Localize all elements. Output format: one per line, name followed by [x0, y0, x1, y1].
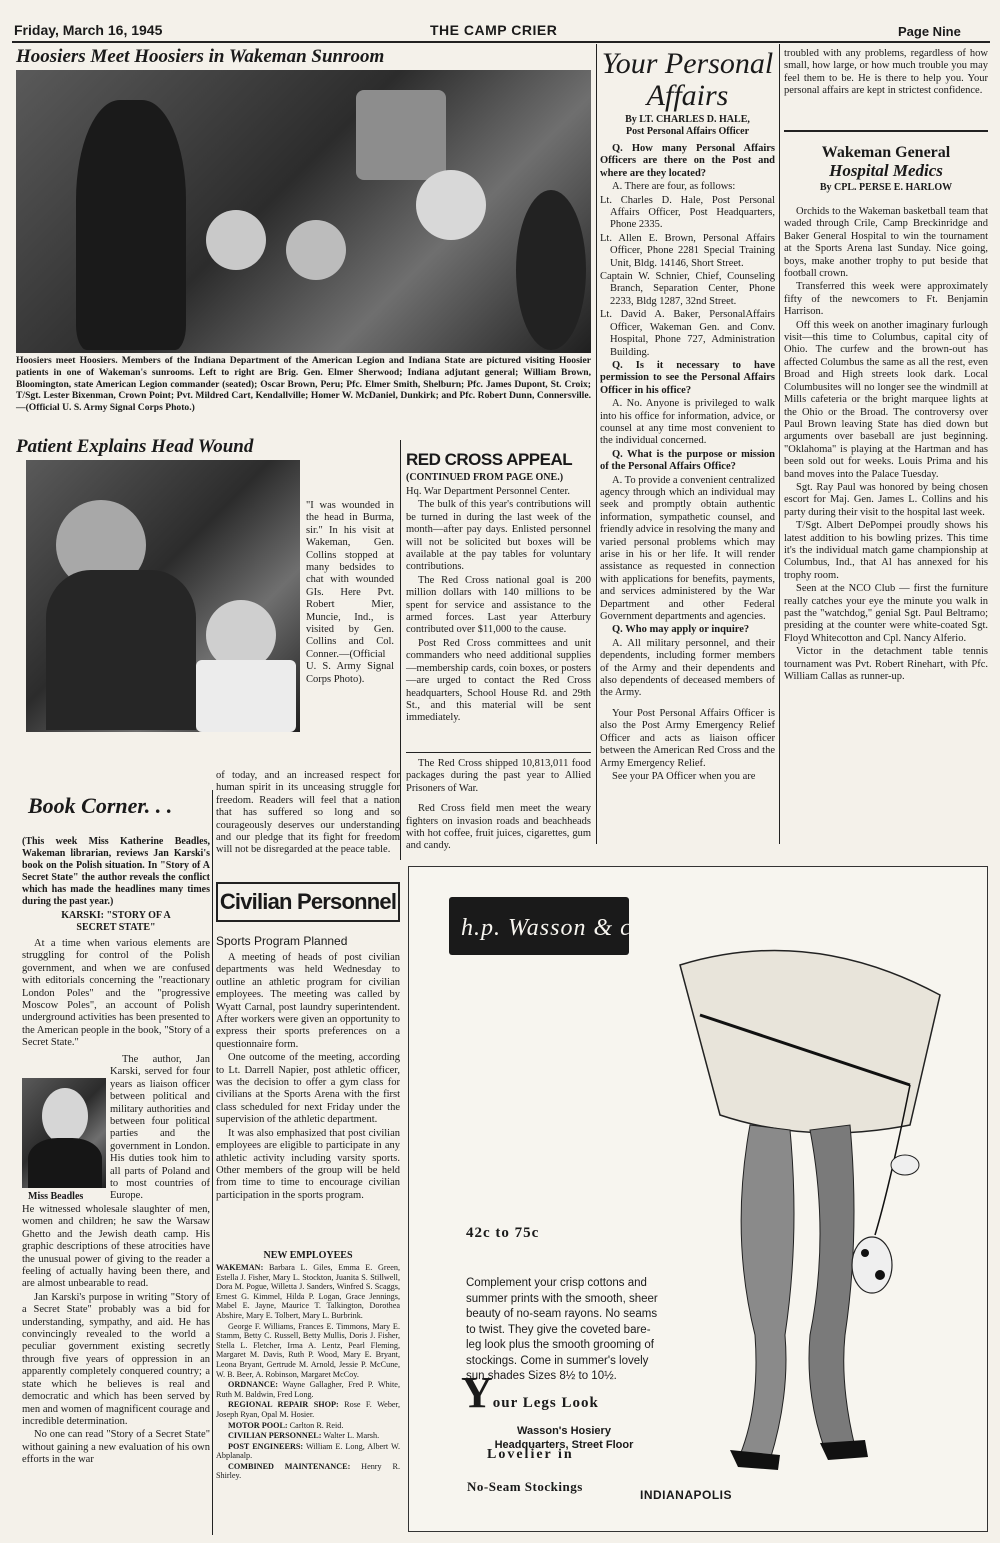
- caption-lead: Hoosiers meet Hoosiers.: [16, 355, 118, 366]
- medics-headline-line: Hospital Medics: [829, 161, 943, 180]
- affairs-question: Q. How many Personal Affairs Officers are there on the Post and where are they located?: [600, 143, 775, 179]
- right-shoe: [820, 1440, 868, 1460]
- ad-line2: Lovelier in: [487, 1447, 574, 1462]
- employees-group: [216, 1322, 400, 1380]
- column-rule: [400, 440, 401, 860]
- affairs-answer: A. No. Anyone is privileged to walk into his office for information, advice, or counsel at any time most convenient to the individual concerned.: [600, 398, 775, 447]
- medics-para: Sgt. Ray Paul was honored by being chosen escort for Maj. Gen. James L. Collins and his party during their visit to the hospital last week.: [784, 481, 988, 518]
- employees-dept: WAKEMAN:: [216, 1263, 264, 1272]
- employees-group: [216, 1263, 400, 1321]
- affairs-officer: Lt. David A. Baker, PersonalAffairs Officer, Wakeman Gen. and Conv. Hospital, Phone 727, Administration Building.: [600, 309, 775, 358]
- right-leg: [809, 1125, 855, 1450]
- wasson-logo: h.p. Wasson & co.: [461, 915, 652, 941]
- book-body-2a: [110, 1054, 210, 1204]
- redcross-p: The bulk of this year's contributions will be turned in during the last week of the month—after pay days. Enlisted personnel will not be solicited but boxes will be available at the pay tables for voluntary contributions.: [406, 499, 591, 573]
- affairs-answer: A. All military personnel, and their dependents, including former members of the Army and their dependents and also dependents of deceased members of the Army.: [600, 637, 775, 699]
- affairs-question: Q. Is it necessary to have permission to see the Personal Affairs Officer in his office?: [600, 359, 775, 396]
- beadles-photo: [22, 1078, 106, 1188]
- affairs-question: Q. Who may apply or inquire?: [612, 624, 750, 636]
- book-title: [22, 910, 210, 934]
- book-body-2b: [22, 1204, 210, 1468]
- employees-names: Carlton R. Reid.: [289, 1420, 344, 1430]
- affairs-continued: [784, 48, 988, 99]
- civilian-para: A meeting of heads of post civilian departments was held Wednesday to outline an athletic program for civilian employees. The meeting was called by Wyatt Carnal, post laundry superintendent. After workers were given an opportunity to express their sports preferences on a questionnaire form.: [216, 952, 400, 1050]
- employees-group: [216, 1400, 400, 1419]
- patient-photo: [26, 460, 300, 732]
- medics-para: T/Sgt. Albert DePompei proudly shows his latest addition to his bowling prizes. This time it's the individual match game championship at Columbus, Ind., that Al has annexed for his trophy room.: [784, 520, 988, 581]
- redcross-body: [406, 486, 591, 726]
- stockings-illustration: [660, 935, 960, 1495]
- caption-body: Members of the Indiana Department of the American Legion and Indiana State are pictured visiting Hoosier patients in one of Wakeman's sunrooms. Left to right are Brig. Gen. Elmer Sherwood; Indiana adjutant general; William Brown, Bloomington, state American Legion commander (seated); Oscar Brown, Peru; Pfc. Elmer Smith, Shelburn; Pfc. James Dupont, St. Croix; T/Sgt. Lester Bixenman, Crown Point; Pvt. Mildred Cart, Kendallville; Homer W. McDaniel, Dunkirk; and Pfc. Robert Dunn, Connersville.—(Official U. S. Army Signal Corps Photo.): [16, 355, 591, 414]
- redcross-p: Post Red Cross committees and unit commanders who need additional supplies—membership cards, coin boxes, or posters—are urged to contact the Red Cross headquarters, School House Rd. and 29th St., and this material will be sent immediately.: [406, 637, 591, 724]
- employees-names: William E. Long, Albert W. Abplanalp.: [216, 1441, 400, 1461]
- ad-line3: No-Seam Stockings: [467, 1479, 583, 1494]
- column-rule: [212, 790, 213, 1535]
- employees-dept: CIVILIAN PERSONNEL:: [228, 1431, 322, 1441]
- employees-names: Henry R. Shirley.: [216, 1461, 400, 1481]
- employees-group: [216, 1462, 400, 1481]
- dog-spot: [861, 1249, 869, 1257]
- medics-byline: By CPL. PERSE E. HARLOW: [819, 182, 953, 193]
- column-rule: [596, 44, 597, 844]
- hoosiers-caption: [16, 355, 591, 414]
- hoosiers-photo: [16, 70, 591, 353]
- page-number: Page Nine: [898, 24, 961, 39]
- book-title-line: SECRET STATE": [76, 922, 156, 933]
- book-continued: [216, 770, 400, 858]
- civilian-headline: Civilian Personnel: [219, 889, 397, 914]
- employees-dept: POST ENGINEERS:: [228, 1441, 304, 1451]
- affairs-officer: Lt. Allen E. Brown, Personal Affairs Officer, Phone 2281 Special Training Unit, Bldg. 14146, Short Street.: [600, 232, 775, 269]
- employees-names: Barbara L. Giles, Emma E. Green, Estella J. Fisher, Mary L. Stockton, Juanita S. Stillwell, Dora M. Pogue, Willetta J. Sanders, Winfred S. Scaggs, Ernest G. Kimmel, Hilda P. Logan, Grace Jennings, Mabel E. Jayne, Maurice T. Talkington, Dorothea Abshire, Mary E. Tolbert, Mary L. Burbrink.: [216, 1263, 400, 1320]
- affairs-headline-line: Affairs: [646, 79, 729, 112]
- employees-group: [216, 1421, 400, 1431]
- ad-dept: [466, 1424, 662, 1452]
- ad-dept-line: Wasson's Hosiery: [517, 1425, 611, 1437]
- beadles-caption: Miss Beadles: [28, 1191, 84, 1202]
- employees-group: [216, 1442, 400, 1461]
- affairs-answer: A. There are four, as follows:: [612, 181, 736, 193]
- book-headline: Book Corner. . .: [28, 793, 173, 818]
- ad-city: INDIANAPOLIS: [640, 1488, 733, 1502]
- affairs-cont-para: troubled with any problems, regardless of how small, how large, or how much trouble you may feel them to be. He is there to help you. Your personal affairs are kept in strictest confidence.: [784, 48, 988, 97]
- affairs-answer: A. To provide a convenient centralized agency through which an individual may seek and promptly obtain authentic information, sympathetic counsel, and friendly advice in resolving the many and varied personal problems which may arise in his or her life. It will render assistance as requested in connection with applications for benefits, payments, and services administered by the War Department and other Federal Government departments and agencies.: [600, 474, 775, 623]
- book-para: At a time when various elements are struggling for control of the Polish government, and when we are confused with editorials concerning the "reactionary London Poles" and the "progressive Moscow Poles", an account of Polish underground activities has been presented to the American people in the book, "Story of a Secret State.": [22, 938, 210, 1049]
- employees-group: [216, 1380, 400, 1399]
- book-para: No one can read "Story of a Secret State" without gaining a new evaluation of his own efforts in the war: [22, 1429, 210, 1466]
- employees-dept: COMBINED MAINTENANCE:: [228, 1461, 351, 1471]
- hoosiers-headline: Hoosiers Meet Hoosiers in Wakeman Sunroom: [16, 46, 385, 67]
- column-rule: [779, 44, 780, 844]
- employees-names: Rose F. Weber, Joseph Ryan, Opal M. Hosier.: [216, 1400, 400, 1419]
- civilian-para: One outcome of the meeting, according to Lt. Darrell Napier, post athletic officer, was the decision to offer a gym class for civilians at the Sports Arena with the first class scheduled for next Friday under the supervision of the athletic department.: [216, 1052, 400, 1126]
- medics-headline-line: Wakeman General: [821, 144, 951, 161]
- medics-para: Off this week on another imaginary furlough visit—this time to Columbus, capital city of Ohio. The curfew and the brown-out has affected Columbus the same as all the rest, even Broad and High streets look dark. Local Columbusites will no longer see the windmill at Mills cafeteria or the bright marquee lights at the Ohio or the Broad. The controversy over Paul Brown leaving State has died down but arguments over baseball are just beginning. "Oklahoma" is playing at the Hartman and has been sold out for weeks. Louis Prima and his band moves into the Palace Tuesday.: [784, 319, 988, 480]
- affairs-question: Q. What is the purpose or mission of the Personal Affairs Office?: [600, 448, 775, 473]
- employees-head: NEW EMPLOYEES: [263, 1250, 353, 1261]
- patient-caption: "I was wounded in the head in Burma, sir." In his visit at Wakeman, Gen. Collins stopped at many bedsides to chat with wounded GIs. Here Pvt. Robert Mier, Muncie, Ind., is visited by Gen. Collins and Col. Conner.—(Official U. S. Army Signal Corps Photo).: [306, 500, 394, 685]
- medics-rule: [784, 130, 988, 132]
- redcross-continued: (CONTINUED FROM PAGE ONE.): [406, 472, 564, 483]
- redcross-p: Hq. War Department Personnel Center.: [406, 486, 571, 497]
- redcross-notes: [406, 758, 591, 854]
- civilian-headline-box: [216, 882, 400, 922]
- redcross-note: Red Cross field men meet the weary fighters on invasion roads and beachheads with hot coffee, fruit juices, cigarettes, gum and candy.: [406, 803, 591, 852]
- medics-headline: [784, 144, 988, 193]
- affairs-officer: Lt. Charles D. Hale, Post Personal Affairs Officer, Post Headquarters, Phone 2335.: [600, 194, 775, 231]
- affairs-body: [600, 143, 775, 784]
- affairs-para: See your PA Officer when you are: [612, 770, 756, 782]
- medics-para: Seen at the NCO Club — first the furniture really catches your eye the minute you walk in past the "watchdog," genial Sgt. Paul Beltramo; presiding at the counter were white-coated Sgt. Floyd Whitecotton and Cpl. Nancy Alferio.: [784, 583, 988, 644]
- civilian-subhead: Sports Program Planned: [216, 934, 348, 948]
- ad-price: 42c to 75c: [466, 1225, 540, 1241]
- skirt-shape: [680, 950, 940, 1133]
- book-body: [22, 938, 210, 1051]
- medics-body: [784, 206, 988, 684]
- ad-body: Complement your crisp cottons and summer prints with the smooth, sheer beauty of no-seam rayons. No seams to twist. They give the coveted bare-leg look plus the smooth grooming of stockings. Come in summer's lovely sun shades Sizes 8½ to 10½.: [466, 1277, 658, 1382]
- issue-date: Friday, March 16, 1945: [14, 22, 163, 38]
- wasson-logo-box: [449, 897, 652, 955]
- dog-icon: [891, 1155, 919, 1175]
- employees-group: [216, 1431, 400, 1441]
- redcross-p: The Red Cross national goal is 200 million dollars with 140 millions to be spent for service and assistance to the armed forces. Last year Atterbury contributed over $11,000 to the cause.: [406, 574, 591, 636]
- affairs-headline: [600, 48, 775, 112]
- ad-dept-line: Headquarters, Street Floor: [494, 1439, 634, 1451]
- employees-dept: ORDNANCE:: [228, 1380, 279, 1390]
- civilian-body: [216, 952, 400, 1203]
- patient-headline: Patient Explains Head Wound: [16, 436, 254, 457]
- affairs-byline-title: Post Personal Affairs Officer: [625, 126, 750, 137]
- civilian-para: It was also emphasized that post civilian employees are eligible to participate in any athletic activity including varsity sports. Other members of the group will be held from time to time to encourage civilian participation in the sports program.: [216, 1127, 400, 1201]
- employees-dept: MOTOR POOL:: [228, 1420, 288, 1430]
- book-para: Jan Karski's purpose in writing "Story of a Secret State" probably was a bid for understanding, sympathy, and aid. He has convincingly revealed to the world a peculiar government existing secretly through five years of oppression in an apparently completely conquered country; a state which he believes is real and democratic and which has been served by men and women of magnificent courage and incredible determination.: [22, 1291, 210, 1427]
- masthead-rule: [12, 41, 990, 43]
- dog-icon: [852, 1237, 892, 1293]
- affairs-headline-line: Your Personal: [601, 47, 774, 80]
- redcross-note: The Red Cross shipped 10,813,011 food packages during the past year to Allied Prisoners of War.: [406, 758, 591, 794]
- medics-para: Victor in the detachment table tennis tournament was Pvt. Robert Rinehart, with Pfc. William Callas as runner-up.: [784, 646, 988, 683]
- redcross-rule: [406, 752, 591, 753]
- employees-names: Wayne Gallagher, Fred P. White, Ruth M. Baldwin, Fred Long.: [216, 1380, 400, 1399]
- dog-spot: [875, 1270, 885, 1280]
- left-leg: [740, 1125, 794, 1460]
- affairs-officer: Captain W. Schnier, Chief, Counseling Branch, Separation Center, Phone 2233, Bldg 1287, 32nd Street.: [600, 271, 775, 307]
- employees-list: [216, 1263, 400, 1482]
- affairs-byline: [600, 114, 775, 138]
- ad-headline-initial: Y: [461, 1368, 493, 1417]
- medics-para: Transferred this week were approximately fifty of the newcomers to Ft. Benjamin Harrison.: [784, 281, 988, 318]
- employees-dept: REGIONAL REPAIR SHOP:: [228, 1400, 339, 1410]
- book-para: He witnessed wholesale slaughter of men, women and children; he saw the Warsaw Ghetto and the Jewish death camp. His graphic descriptions of these atrocities have the unusual power of giving to the reader a feeling of actually having been there, and are almost unbearable to read.: [22, 1204, 210, 1290]
- book-title-line: KARSKI: "STORY OF A: [61, 910, 171, 921]
- book-cont-para: of today, and an increased respect for human spirit in its unceasing struggle for freedom. Readers will feel that a nation that has suffered so long and so courageously deserves our understanding and our pledge that its fight for freedom will not be disregarded at the peace table.: [216, 770, 400, 856]
- employees-names: Walter L. Marsh.: [323, 1431, 380, 1441]
- affairs-byline-name: By LT. CHARLES D. HALE,: [625, 114, 750, 125]
- paper-name: THE CAMP CRIER: [430, 22, 558, 38]
- employees-names: George F. Williams, Frances E. Timmons, Mary E. Stamm, Betty C. Russell, Betty Mullis, Doris J. Fisher, Stella L. Fletcher, Irma A. Lentz, Pearl Fleming, Margaret M. Davis, Ruth P. Wood, Mary E. Bryant, Leona Bryant, Gertrude M. Arnold, Jessie P. McCune, W. B. Beer, A. Robinson, Margaret McCoy.: [216, 1321, 400, 1379]
- medics-para: Orchids to the Wakeman basketball team that waded through Crile, Camp Breckinridge and Baker General Hospital to win the tournament at the Sports Arena last Sunday. Nice going, boys, make another trophy to put beside that football crown.: [784, 206, 988, 280]
- book-para: The author, Jan Karski, served for four years as liaison officer between political and military authorities and between four political parties and the government in London. His duties took him to all parts of Poland and to most countries of Europe.: [110, 1054, 210, 1202]
- redcross-headline: RED CROSS APPEAL: [406, 450, 573, 469]
- book-intro: (This week Miss Katherine Beadles, Wakeman librarian, reviews Jan Karski's book on the Polish situation. In "Story of A Secret State" the author reveals the conflict which has made the headlines many times during the past year.): [22, 836, 210, 907]
- ad-headline-rest: our Legs Look: [492, 1395, 599, 1411]
- affairs-para: Your Post Personal Affairs Officer is also the Post Army Emergency Relief Officer and acts as liaison officer between the American Red Cross and the Army Emergency Relief.: [600, 707, 775, 769]
